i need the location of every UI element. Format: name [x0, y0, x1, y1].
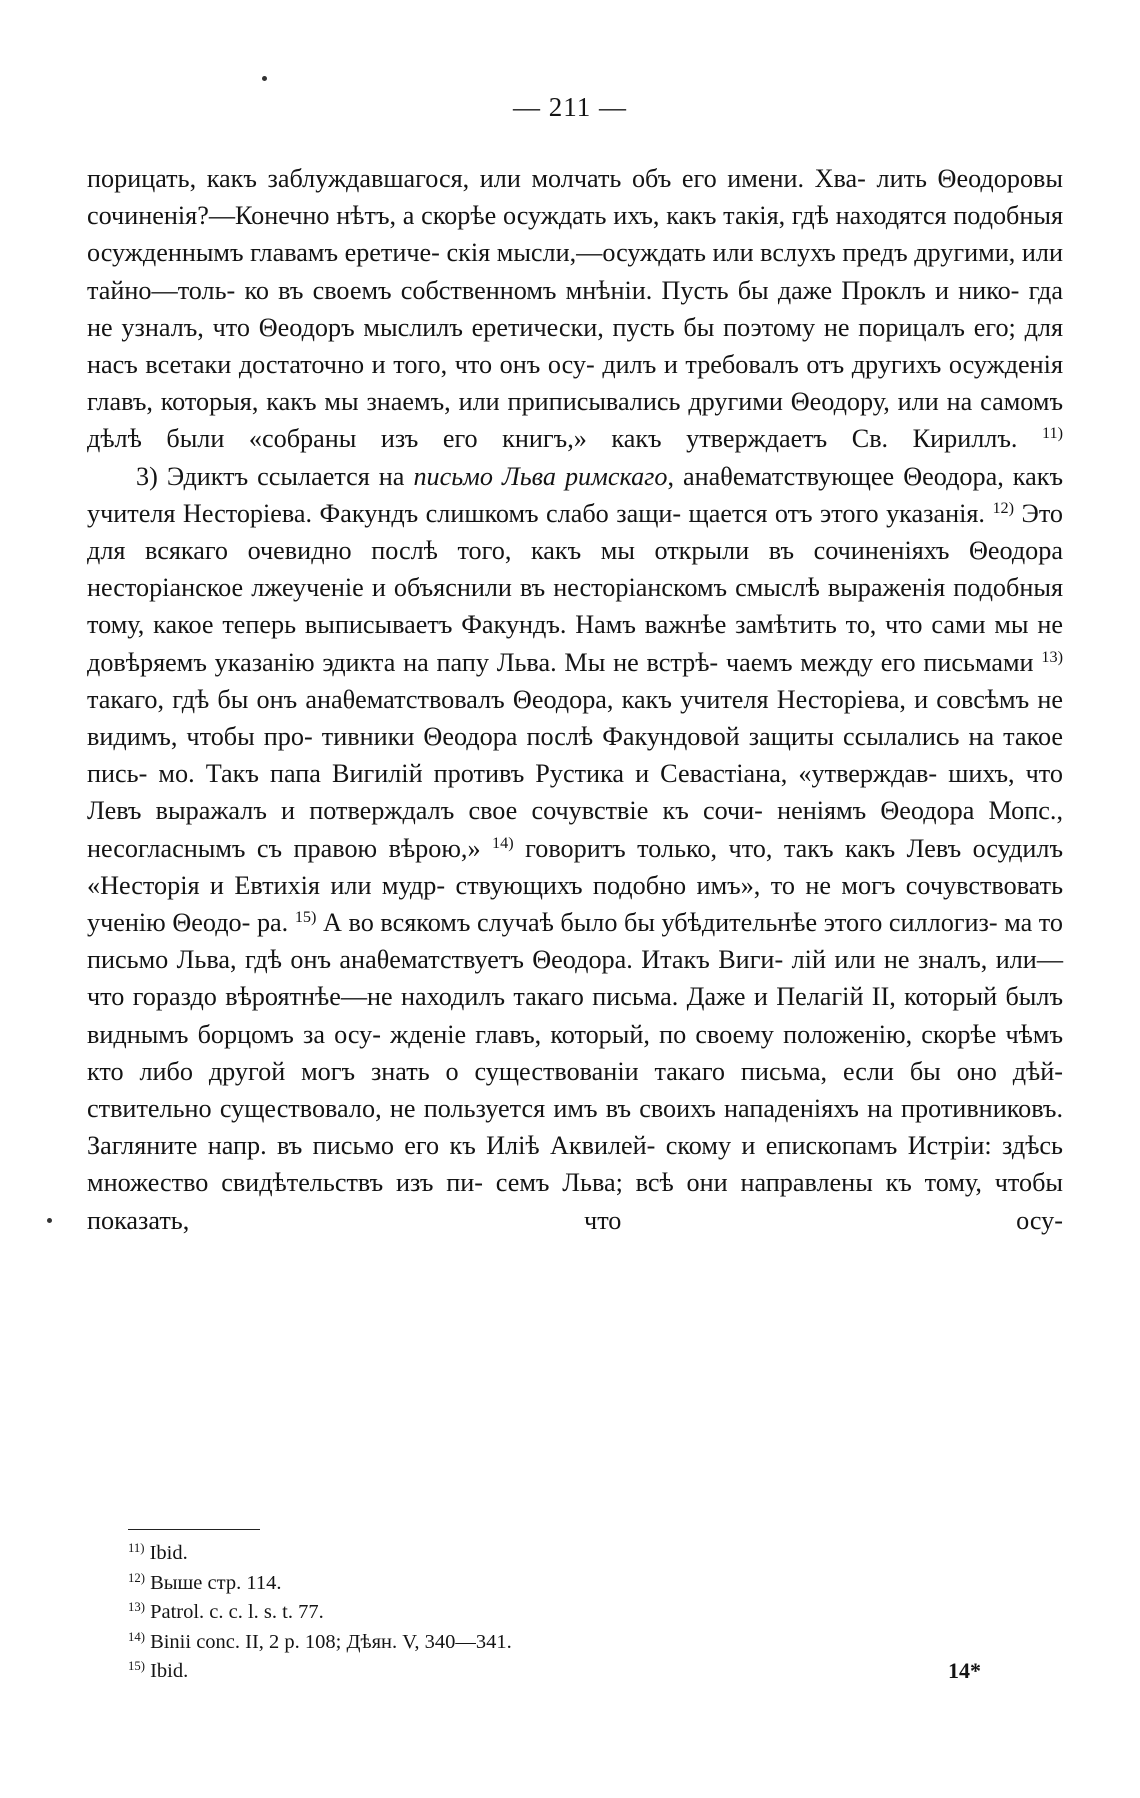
footnote-number: 14) — [128, 1629, 145, 1644]
paragraph-1 — [87, 160, 1063, 458]
text-line: такаго, гдѣ бы онъ анаθематствовалъ — [87, 684, 505, 714]
text-line: знаемъ, или приписывались другими Θеодору, или на самомъ дѣлѣ — [87, 387, 1064, 454]
footnote-text: Выше стр. 114. — [144, 1571, 282, 1594]
text-line: неніямъ Θеодора Мопс., несогласнымъ съ правою вѣрою,» — [87, 796, 1064, 863]
footnote — [128, 1569, 828, 1599]
text-line: А во всякомъ случаѣ было бы убѣдительнѣе этого силлогиз- — [323, 908, 998, 938]
footnote — [128, 1598, 828, 1628]
footnote-rule — [128, 1529, 260, 1530]
text-line: , анаθематствующее — [667, 461, 895, 491]
print-speck — [262, 76, 267, 81]
text-line: порицать, какъ заблуждавшагося, или молчать объ его имени. Хва- — [87, 164, 866, 193]
footnote-text: Binii conc. II, 2 p. 108; Дѣян. V, 340—341. — [144, 1630, 512, 1653]
footnote-reference: 14) — [492, 833, 514, 852]
text-line: ствующихъ подобно имъ», то не могъ сочувствовать ученію Θеодо- — [87, 870, 1064, 938]
text-line: говоритъ — [525, 833, 626, 863]
text-line: не порицалъ его; для насъ всетаки достаточно и того, что онъ осу- — [87, 312, 1064, 380]
footnote-number: 13) — [128, 1600, 145, 1615]
footnote-number: 12) — [128, 1570, 145, 1585]
text-line: дилъ и требовалъ отъ другихъ осужденія главъ, которыя, какъ мы — [87, 350, 1063, 417]
footnote-reference: 13) — [1041, 647, 1064, 666]
footnote — [128, 1657, 828, 1687]
text-line: сами мы не довѣряемъ указанію эдикта на папу Льва. Мы не встрѣ- — [87, 610, 1064, 677]
text-line: Θеодора, какъ учителя Несторіева, и совсѣмъ не видимъ, чтобы про- — [87, 684, 1063, 752]
italic-title: письмо Льва римскаго — [413, 461, 668, 491]
footnotes — [128, 1539, 828, 1687]
text-line: семъ Льва; всѣ они направлены къ тому, чтобы показать, что осу- — [87, 1168, 1064, 1235]
text-line: 3) Эдиктъ ссылается на — [136, 461, 414, 491]
text-line: чаемъ между его письмами — [725, 647, 1034, 677]
text-line: скому и епископамъ Истріи: здѣсь множество свидѣтельствъ изъ пи- — [87, 1131, 1064, 1198]
text-line: ма то письмо Льва, гдѣ онъ анаθематствуетъ Θеодора. Итакъ Виги- — [87, 908, 1064, 975]
text-line: лить Θеодоровы сочиненія?—Конечно нѣтъ, а скорѣе осуждать ихъ, — [87, 164, 1063, 231]
footnote-reference: 12) — [992, 498, 1015, 517]
text-line: на противниковъ. Загляните напр. въ письмо его къ Иліѣ Аквилей- — [87, 1094, 1064, 1161]
signature-mark: 14* — [948, 1658, 981, 1683]
body-text — [87, 160, 1063, 1239]
footnote-text: Patrol. c. c. l. s. t. 77. — [144, 1601, 324, 1623]
text-line: какъ такія, гдѣ находятся подобныя осужденнымъ главамъ еретиче- — [87, 201, 1064, 268]
text-line: письма. Даже и Пелагій II, который былъ виднымъ борцомъ за осу- — [87, 982, 1063, 1049]
paragraph-2 — [87, 458, 1063, 1239]
footnote-reference: 15) — [294, 908, 317, 927]
footnote-number: 11) — [128, 1541, 145, 1556]
text-line: Θеодора, какъ учителя Несторіева. Факундъ слишкомъ слабо защи- — [87, 461, 1063, 528]
text-line: жденіе главъ, который, по своему положенію, скорѣе чѣмъ кто либо — [87, 1019, 1064, 1086]
text-line: ко въ своемъ собственномъ мнѣніи. Пусть бы даже Проклъ и нико- — [244, 275, 1020, 305]
text-line: какое теперь выписываетъ Факундъ. Намъ важнѣе замѣтить то, что — [153, 610, 923, 640]
text-line: Это для всякаго очевидно послѣ того, — [87, 498, 1064, 566]
text-line: щается отъ этого указанія. — [688, 498, 985, 528]
footnote — [128, 1539, 828, 1569]
text-line: шихъ, что Левъ выражалъ и потверждалъ свое сочувствіе къ сочи- — [87, 759, 1064, 826]
page-number: — 211 — — [513, 92, 627, 122]
print-speck — [47, 1218, 52, 1223]
text-line: гда не узналъ, что Θеодоръ мыслилъ еретически, пусть бы поэтому — [87, 275, 1064, 342]
text-line: были «собраны изъ его книгъ,» какъ утверждаетъ Св. Кириллъ. — [166, 424, 1018, 454]
text-line: ра. — [256, 908, 289, 938]
text-line: мо. Такъ папа Вигилій противъ Рустика и Севастіана, «утверждав- — [158, 759, 938, 789]
footnote — [128, 1628, 828, 1658]
footnote-text: Ibid. — [144, 1660, 189, 1682]
footnote-reference: 11) — [1041, 424, 1064, 443]
text-line: только, что, такъ какъ Левъ осудилъ «Несторія и Евтихія или мудр- — [87, 833, 1064, 900]
text-line: и объяснили въ несторіанскомъ смыслѣ выраженія подобныя тому, — [87, 573, 1063, 640]
text-line: какъ мы открыли въ сочиненіяхъ Θеодора несторіанское лжеученіе — [87, 536, 1063, 603]
text-line: ствительно существовало, не пользуется имъ въ своихъ нападеніяхъ — [87, 1094, 859, 1124]
text-line: лій или не зналъ, или—что гораздо вѣроятнѣе—не находилъ такаго — [87, 945, 1064, 1012]
text-line: другой могъ знать о существованіи такаго письма, если бы оно дѣй- — [208, 1056, 1063, 1086]
footnote-text: Ibid. — [144, 1542, 188, 1564]
text-line: тивники Θеодора послѣ Факундовой защиты ссылались на такое пись- — [87, 722, 1063, 789]
footnote-number: 15) — [128, 1659, 145, 1674]
text-line: скія мысли,—осуждать или вслухъ предъ другими, или тайно—толь- — [87, 238, 1063, 305]
